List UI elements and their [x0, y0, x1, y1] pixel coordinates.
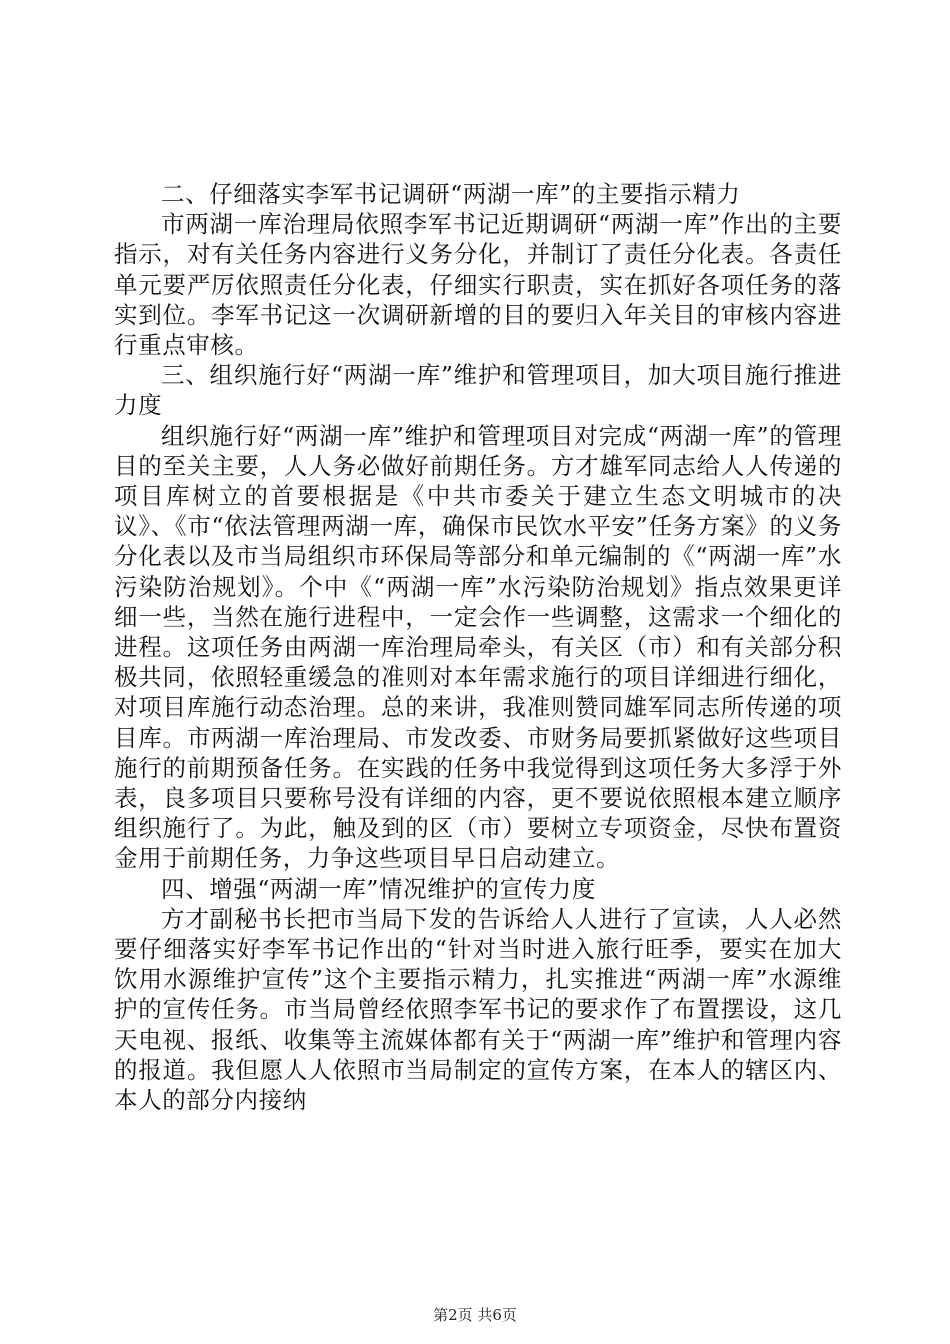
page-number-footer: 第2页 共6页 [433, 1306, 517, 1324]
section-heading-four: 四、增强“两湖一库”情况维护的宣传力度 [161, 874, 596, 903]
body-paragraph: 组织施行好“两湖一库”维护和管理项目对完成“两湖一库”的管理目的至关主要，人人务必做好前期任务。方才雄军同志给人人传递的项目库树立的首要根据是《中共市委关于建立生态文明城市的决议》、《市“依法管理两湖一库，确保市民饮水平安”任务方案》的义务分化表以及市当局组织市环保局等部分和单元编制的《“两湖一库”水污染防治规划》。个中《“两湖一库”水污染防治规划》指点效果更详细一些，当然在施行进程中，一定会作一些调整，这需求一个细化的进程。这项任务由两湖一库治理局牵头，有关区（市）和有关部分积极共同，依照轻重缓急的准则对本年需求施行的项目详细进行细化，对项目库施行动态治理。总的来讲，我准则赞同雄军同志所传递的项目库。市两湖一库治理局、市发改委、市财务局要抓紧做好这些项目施行的前期预备任务。在实践的任务中我觉得到这项任务大多浮于外表，良多项目只要称号没有详细的内容，更不要说依照根本建立顺序组织施行了。为此，触及到的区（市）要树立专项资金，尽快布置资金用于前期任务，力争这些项目早日启动建立。 [114, 421, 842, 873]
document-body [114, 179, 842, 1115]
body-paragraph: 方才副秘书长把市当局下发的告诉给人人进行了宣读，人人必然要仔细落实好李军书记作出的“针对当时进入旅行旺季，要实在加大饮用水源维护宣传”这个主要指示精力，扎实推进“两湖一库”水源维护的宣传任务。市当局曾经依照李军书记的要求作了布置摆设，这几天电视、报纸、收集等主流媒体都有关于“两湖一库”维护和管理内容的报道。我但愿人人依照市当局制定的宣传方案，在本人的辖区内、本人的部分内接纳 [114, 904, 842, 1115]
section-heading-two: 二、仔细落实李军书记调研“两湖一库”的主要指示精力 [161, 180, 741, 208]
body-paragraph: 市两湖一库治理局依照李军书记近期调研“两湖一库”作出的主要指示，对有关任务内容进行义务分化，并制订了责任分化表。各责任单元要严厉依照责任分化表，仔细实行职责，实在抓好各项任务的落实到位。李军书记这一次调研新增的目的要归入年关目的审核内容进行重点审核。 [114, 210, 842, 360]
section-heading-three: 三、组织施行好“两湖一库”维护和管理项目，加大项目施行推进力度 [114, 361, 842, 420]
